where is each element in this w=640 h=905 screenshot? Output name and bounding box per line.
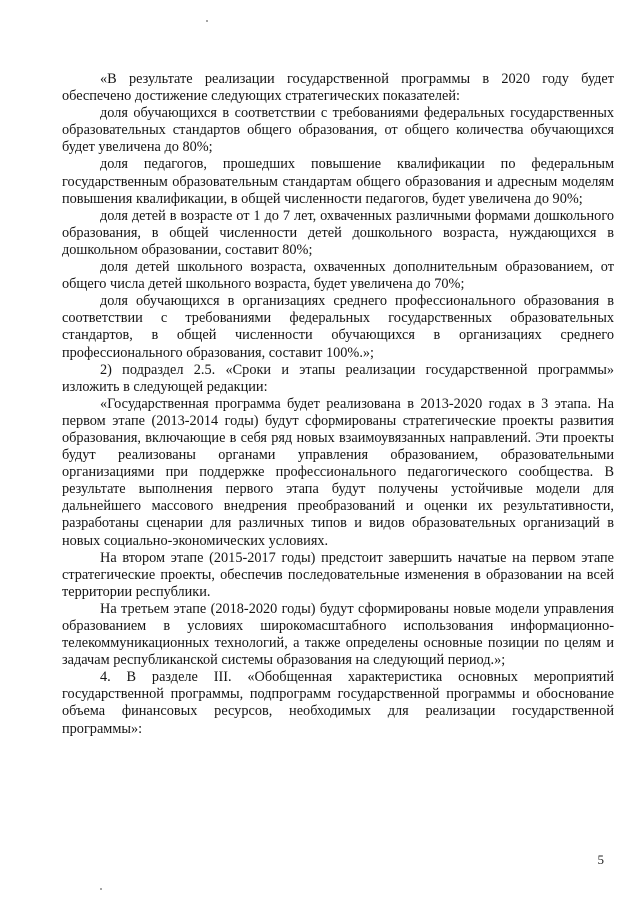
- paragraph-indicator-4: доля детей школьного возраста, охваченных дополнительным образованием, от общего числа детей школьного возраста, будет увеличена до 70%;: [62, 259, 614, 293]
- document-body: [62, 71, 614, 738]
- paragraph-indicator-3: доля детей в возрасте от 1 до 7 лет, охваченных различными формами дошкольного образования, в общей численности детей дошкольного возраста, нуждающихся в дошкольном образовании, составит 80%;: [62, 207, 614, 258]
- scan-speck: [206, 20, 208, 22]
- paragraph-section-3: 4. В разделе III. «Обобщенная характеристика основных мероприятий государственной программы, подпрограмм государственной программы и обоснование объема финансовых ресурсов, необходимых для реализации государственной программы»:: [62, 669, 614, 737]
- page-number: 5: [597, 852, 604, 867]
- paragraph-stage-3: На третьем этапе (2018-2020 годы) будут сформированы новые модели управления образованием в условиях широкомасштабного использования информационно-телекоммуникационных технологий, а также определены основные позиции по целям и задачам республиканской системы образования на следующий период.»;: [62, 600, 614, 669]
- paragraph-indicator-1: доля обучающихся в соответствии с требованиями федеральных государственных образовательных стандартов общего образования, от общего количества обучающихся будет увеличена до 80%;: [62, 105, 614, 156]
- scan-speck: [100, 888, 102, 890]
- paragraph-indicator-2: доля педагогов, прошедших повышение квалификации по федеральным государственным образовательным стандартам общего образования и адресным моделям повышения квалификации, в общей численности педагогов, будет увеличена до 90%;: [62, 156, 614, 207]
- paragraph-intro: «В результате реализации государственной программы в 2020 году будет обеспечено достижение следующих стратегических показателей:: [62, 71, 614, 105]
- paragraph-indicator-5: доля обучающихся в организациях среднего профессионального образования в соответствии с требованиями федеральных государственных образовательных стандартов, в общей численности обучающихся в организациях среднего профессионального образования, составит 100%.»;: [62, 293, 614, 361]
- paragraph-stages-intro: «Государственная программа будет реализована в 2013-2020 годах в 3 этапа. На первом этапе (2013-2014 годы) будут сформированы стратегические проекты развития образования, включающие в себя ряд новых взаимоувязанных направлений. Эти проекты будут реализованы органами управления образованием, образовательными организациями при поддержке профессионального педагогического сообщества. В результате выполнения первого этапа будут получены устойчивые модели для дальнейшего массового внедрения преобразований и оценки их результативности, разработаны сценарии для различных типов и видов образовательных организаций в новых социально-экономических условиях.: [62, 395, 614, 549]
- paragraph-subsection-2-5: 2) подраздел 2.5. «Сроки и этапы реализации государственной программы» изложить в следующей редакции:: [62, 361, 614, 395]
- paragraph-stage-2: На втором этапе (2015-2017 годы) предстоит завершить начатые на первом этапе стратегические проекты, обеспечив последовательные изменения в образовании на всей территории республики.: [62, 549, 614, 600]
